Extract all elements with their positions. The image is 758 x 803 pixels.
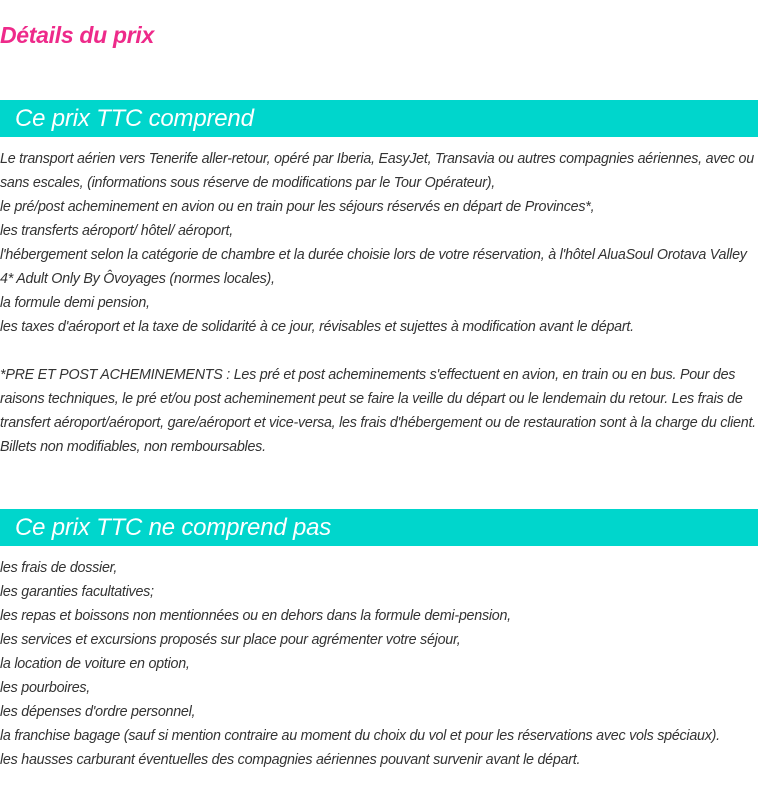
excluded-item: les services et excursions proposés sur place pour agrémenter votre séjour, [0, 632, 461, 648]
included-item: le pré/post acheminement en avion ou en train pour les séjours réservés en départ de Provinces*, [0, 199, 595, 215]
excluded-list [0, 556, 758, 772]
excluded-section-header [0, 509, 758, 546]
excluded-item: la franchise bagage (sauf si mention contraire au moment du choix du vol et pour les réservations avec vols spéciaux). [0, 728, 720, 744]
included-item: les taxes d'aéroport et la taxe de solidarité à ce jour, révisables et sujettes à modification avant le départ. [0, 319, 634, 335]
excluded-item: les dépenses d'ordre personnel, [0, 704, 196, 720]
excluded-item: les repas et boissons non mentionnées ou en dehors dans la formule demi-pension, [0, 608, 511, 624]
included-section-header [0, 100, 758, 137]
excluded-item: les frais de dossier, [0, 560, 118, 576]
included-item: les transferts aéroport/ hôtel/ aéroport, [0, 223, 233, 239]
excluded-heading: Ce prix TTC ne comprend pas [15, 514, 332, 541]
page-title: Détails du prix [0, 22, 154, 48]
excluded-item: les pourboires, [0, 680, 91, 696]
included-heading: Ce prix TTC comprend [15, 105, 254, 132]
excluded-item: les hausses carburant éventuelles des compagnies aériennes pouvant survenir avant le départ. [0, 752, 581, 768]
pre-post-note: *PRE ET POST ACHEMINEMENTS : Les pré et post acheminements s'effectuent en avion, en train ou en bus. Pour des raisons techniques, le pré et/ou post acheminement peut se faire la veille du départ ou le lendemain du retour. Les frais de transfert aéroport/aéroport, gare/aéroport et vice-versa, les frais d'hébergement ou de restauration sont à la charge du client. Billets non modifiables, non remboursables. [0, 367, 756, 455]
paragraph-spacer [0, 339, 758, 363]
included-list [0, 147, 758, 459]
included-item: l'hébergement selon la catégorie de chambre et la durée choisie lors de votre réservation, à l'hôtel AluaSoul Orotava Valley 4* Adult Only By Ôvoyages (normes locales), [0, 247, 747, 287]
excluded-item: les garanties facultatives; [0, 584, 154, 600]
included-item: Le transport aérien vers Tenerife aller-retour, opéré par Iberia, EasyJet, Transavia ou autres compagnies aériennes, avec ou sans escales, (informations sous réserve de modifications par le Tour Opérateur), [0, 151, 754, 191]
excluded-item: la location de voiture en option, [0, 656, 190, 672]
included-item: la formule demi pension, [0, 295, 150, 311]
